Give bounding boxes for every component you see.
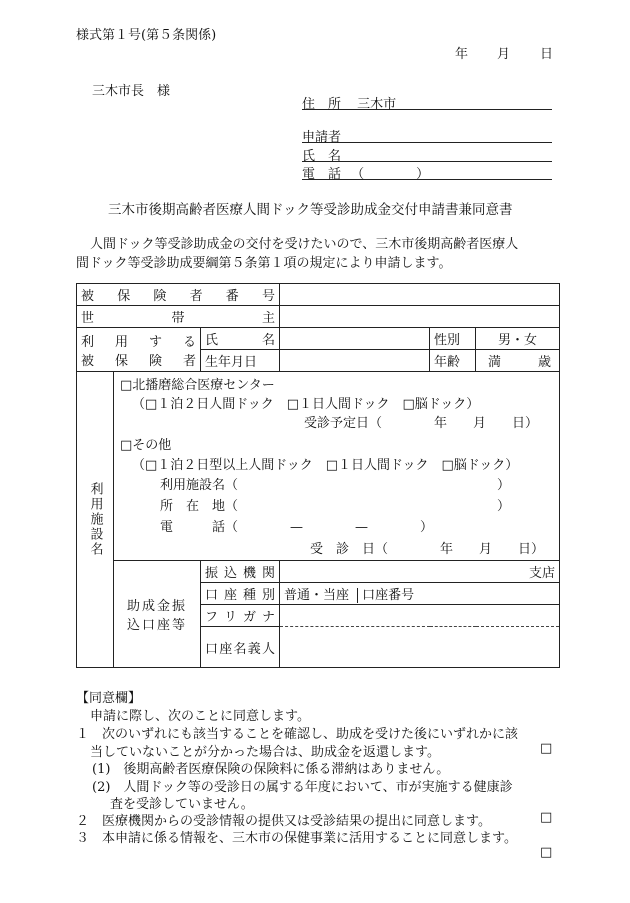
account-number-label: 口座番号 xyxy=(357,588,414,603)
user-name-field[interactable] xyxy=(280,328,430,350)
applicant-name-label: 氏 名 xyxy=(302,149,342,164)
furigana-field[interactable] xyxy=(280,605,560,627)
age-label: 年齢 xyxy=(430,350,476,372)
option-other[interactable]: □その他 xyxy=(120,438,172,453)
phone-paren: （ ） xyxy=(351,167,430,182)
birth-label: 生年月日 xyxy=(201,350,280,372)
address-label: 住 所 xyxy=(302,97,342,112)
household-head-label: 世 帯 主 xyxy=(77,306,280,328)
applicant-label: 申請者 xyxy=(302,130,342,145)
addressee: 三木市長 様 xyxy=(92,84,171,99)
facility-options xyxy=(114,372,560,561)
consent-sub-1: (1) 後期高齢者医療保険の保険料に係る滞納はありません。 xyxy=(92,762,450,777)
age-field[interactable]: 満 歳 xyxy=(476,350,560,372)
birth-field[interactable] xyxy=(280,350,430,372)
other-facility-address[interactable]: 所 在 地（ xyxy=(160,499,239,514)
other-dock-types[interactable]: （□１泊２日型以上人間ドック □１日人間ドック □脳ドック） xyxy=(132,458,519,473)
consent-heading: 【同意欄】 xyxy=(76,691,142,706)
insured-number-label: 被 保 険 者 番 号 xyxy=(77,284,280,306)
gender-value[interactable]: 男・女 xyxy=(476,328,560,350)
consent-item-2: ２ 医療機関からの受診情報の提供又は受診結果の提出に同意します。 xyxy=(76,814,491,829)
kitaharima-dock-types[interactable]: （□１泊２日人間ドック □１日人間ドック □脳ドック） xyxy=(132,397,480,412)
consent-sub-2-line-1: (2) 人間ドック等の受診日の属する年度において、市が実施する健康診 xyxy=(92,780,513,795)
phone-line[interactable] xyxy=(302,163,552,180)
other-address-close: ） xyxy=(497,499,511,514)
option-kitaharima[interactable]: □北播磨総合医療センター xyxy=(120,378,275,393)
address-value: 三木市 xyxy=(357,97,397,112)
consent-item-3: ３ 本申請に係る情報を、三木市の保健事業に活用することに同意します。 xyxy=(76,831,517,846)
branch-label: 支店 xyxy=(528,566,555,581)
insured-number-field[interactable] xyxy=(280,284,560,306)
form-number-label: 様式第１号(第５条関係) xyxy=(76,28,217,43)
intro-line-2: 間ドック等受診助成要綱第５条第１項の規定により申請します。 xyxy=(76,256,452,271)
consent-checkbox-1[interactable]: □ xyxy=(540,741,553,756)
other-facility-phone[interactable]: 電 話（ — — ） xyxy=(160,520,434,535)
date-year: 年 xyxy=(455,47,469,62)
name-line[interactable] xyxy=(302,145,552,162)
address-line[interactable] xyxy=(302,93,552,110)
document-title: 三木市後期高齢者医療人間ドック等受診助成金交付申請書兼同意書 xyxy=(108,202,513,218)
date-month: 月 xyxy=(497,47,511,62)
kitaharima-exam-date[interactable]: 受診予定日（ 年 月 日） xyxy=(304,416,539,431)
bank-label: 振 込 機 関 xyxy=(201,561,280,583)
account-type-label: 口 座 種 別 xyxy=(201,583,280,605)
household-head-field[interactable] xyxy=(280,306,560,328)
other-exam-date[interactable]: 受 診 日（ 年 月 日） xyxy=(310,542,545,557)
other-facility-name[interactable]: 利用施設名（ xyxy=(160,478,239,493)
furigana-label: フ リ ガ ナ xyxy=(201,605,280,627)
other-facility-close: ） xyxy=(497,478,511,493)
name-label: 氏 名 xyxy=(201,328,280,350)
user-insured-label: 利 用 す る 被 保 険 者 xyxy=(77,328,201,372)
consent-sub-2-line-2: 査を受診していません。 xyxy=(110,797,254,812)
application-table xyxy=(76,283,560,668)
consent-checkbox-3[interactable]: □ xyxy=(540,845,553,860)
date-day: 日 xyxy=(540,47,554,62)
applicant-line xyxy=(302,126,552,143)
holder-field[interactable] xyxy=(280,627,560,668)
consent-item-1-line-2: 当していないことが分かった場合は、助成金を返還します。 xyxy=(90,745,440,760)
consent-item-1-line-1: １ 次のいずれにも該当することを確認し、助成を受けた後にいずれかに該 xyxy=(76,727,519,742)
account-type-value: 普通・当座 xyxy=(284,588,350,603)
facility-label: 利用施設名 xyxy=(77,372,114,668)
intro-line-1: 人間ドック等受診助成金の交付を受けたいので、三木市後期高齢者医療人 xyxy=(90,237,519,252)
consent-lead: 申請に際し、次のことに同意します。 xyxy=(90,709,310,724)
bank-section-label: 助成金振 込口座等 xyxy=(114,561,201,668)
phone-label: 電 話 xyxy=(302,167,342,182)
gender-label: 性別 xyxy=(430,328,476,350)
consent-checkbox-2[interactable]: □ xyxy=(540,810,553,825)
account-type-field[interactable] xyxy=(280,583,560,605)
holder-label: 口 座 名 義 人 xyxy=(201,627,280,668)
bank-field[interactable] xyxy=(280,561,560,583)
